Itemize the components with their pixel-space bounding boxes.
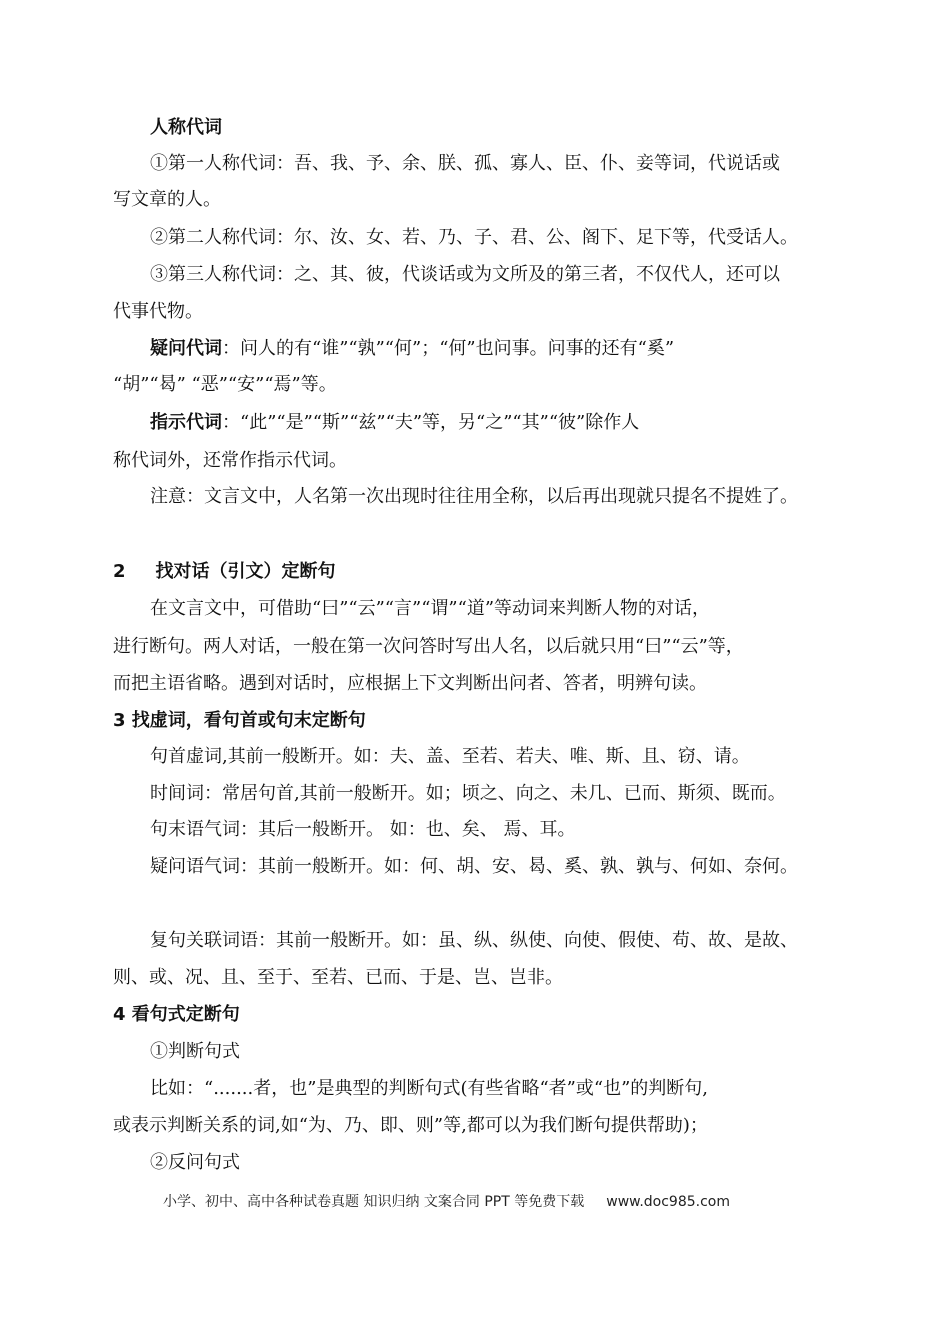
section-4-heading: 4 看句式定断句 xyxy=(113,1004,240,1025)
interrogative-label: 疑问代词 xyxy=(150,338,222,359)
interrogative-line-cont: “胡”“曷” “恶”“安”“焉”等。 xyxy=(113,374,337,395)
second-person-line: ②第二人称代词：尔、汝、女、若、乃、子、君、公、阁下、足下等，代受话人。 xyxy=(150,227,798,248)
section-2-paragraph-line: 在文言文中，可借助“曰”“云”“言”“谓”“道”等动词来判断人物的对话， xyxy=(150,598,711,619)
judgment-pattern-line-cont: 或表示判断关系的词,如“为、乃、即、则”等,都可以为我们断句提供帮助)； xyxy=(113,1115,708,1136)
conjunctions-line-cont: 则、或、况、且、至于、至若、已而、于是、岂、岂非。 xyxy=(113,967,563,988)
judgment-pattern-subheading: ①判断句式 xyxy=(150,1041,240,1062)
third-person-line-cont: 代事代物。 xyxy=(113,301,203,322)
heading-personal-pronouns: 人称代词 xyxy=(150,117,222,138)
section-2-paragraph-line: 而把主语省略。遇到对话时，应根据上下文判断出问者、答者，明辨句读。 xyxy=(113,673,707,694)
note-line: 注意：文言文中，人名第一次出现时往往用全称，以后再出现就只提名不提姓了。 xyxy=(150,486,798,507)
section-3-heading: 3 找虚词，看句首或句末定断句 xyxy=(113,710,366,731)
interrogative-text: ：问人的有“谁”“孰”“何”；“何”也问事。问事的还有“奚” xyxy=(222,338,675,359)
judgment-pattern-line: 比如：“.......者，也”是典型的判断句式(有些省略“者”或“也”的判断句, xyxy=(150,1078,709,1099)
demonstrative-line-cont: 称代词外，还常作指示代词。 xyxy=(113,450,347,471)
section-2-paragraph-line: 进行断句。两人对话，一般在第一次问答时写出人名，以后就只用“曰”“云”等， xyxy=(113,636,744,657)
demonstrative-label: 指示代词 xyxy=(150,412,222,433)
section-2-number: 2 xyxy=(113,561,126,582)
first-person-line: ①第一人称代词：吾、我、予、余、朕、孤、寡人、臣、仆、妾等词，代说话或 xyxy=(150,153,780,174)
rhetorical-question-subheading: ②反问句式 xyxy=(150,1152,240,1173)
third-person-line: ③第三人称代词：之、其、彼，代谈话或为文所及的第三者，不仅代人，还可以 xyxy=(150,264,780,285)
section-2-heading xyxy=(113,560,336,584)
sentence-final-particles-line: 句末语气词：其后一般断开。 如：也、矣、 焉、耳。 xyxy=(150,819,576,840)
sentence-initial-particles-line: 句首虚词,其前一般断开。如：夫、盖、至若、若夫、唯、斯、且、窃、请。 xyxy=(150,746,750,767)
time-words-line: 时间词：常居句首,其前一般断开。如；顷之、向之、未几、已而、斯须、既而。 xyxy=(150,783,786,804)
first-person-line-cont: 写文章的人。 xyxy=(113,189,221,210)
footer-url: www.doc985.com xyxy=(606,1194,730,1210)
interrogative-line xyxy=(150,337,674,361)
interrogative-particles-line: 疑问语气词：其前一般断开。如：何、胡、安、曷、奚、孰、孰与、何如、奈何。 xyxy=(150,856,798,877)
demonstrative-text: ：“此”“是”“斯”“兹”“夫”等，另“之”“其”“彼”除作人 xyxy=(222,412,640,433)
section-2-title: 找对话（引文）定断句 xyxy=(155,561,336,582)
conjunctions-line: 复句关联词语：其前一般断开。如：虽、纵、纵使、向使、假使、苟、故、是故、 xyxy=(150,930,798,951)
demonstrative-line xyxy=(150,411,639,435)
page-footer xyxy=(163,1192,730,1212)
footer-text: 小学、初中、高中各种试卷真题 知识归纳 文案合同 PPT 等免费下载 xyxy=(163,1194,585,1210)
